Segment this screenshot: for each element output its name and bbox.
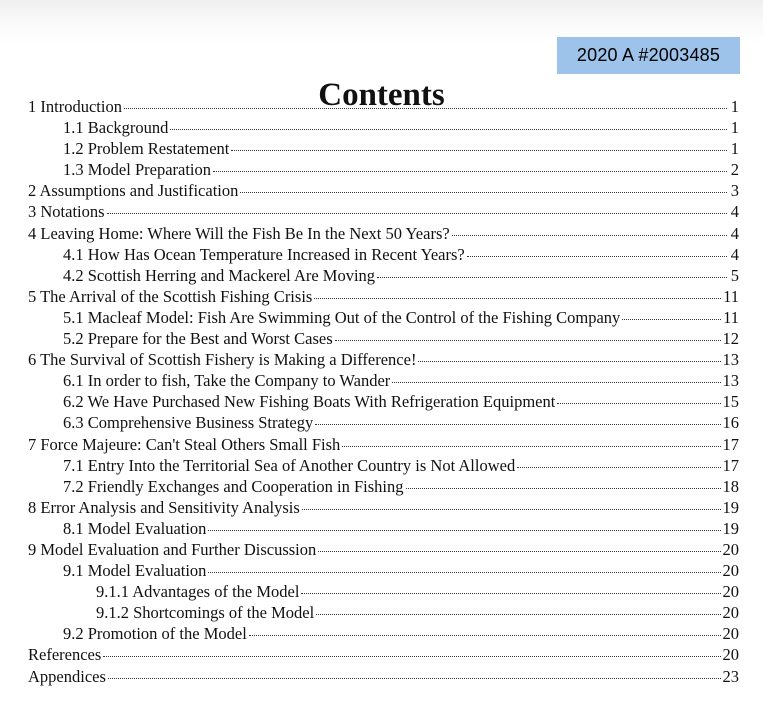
table-of-contents: [28, 96, 739, 687]
dot-leader: [557, 402, 720, 404]
toc-entry[interactable]: [28, 201, 739, 222]
toc-entry-page-number: 4: [730, 244, 739, 264]
dot-leader: [301, 592, 720, 594]
dot-leader: [107, 212, 727, 214]
page-title: Contents: [318, 77, 445, 114]
toc-entry-page-number: 20: [722, 539, 739, 559]
toc-entry-label: 2 Assumptions and Justification: [28, 181, 239, 201]
toc-entry-page-number: 12: [722, 329, 739, 349]
toc-entry[interactable]: [28, 307, 739, 328]
toc-entry-label: 5.2 Prepare for the Best and Worst Cases: [63, 329, 333, 349]
toc-entry-label: References: [28, 645, 102, 665]
dot-leader: [124, 107, 727, 109]
dot-leader: [170, 128, 727, 130]
toc-entry[interactable]: [28, 412, 739, 433]
toc-entry-label: 5.1 Macleaf Model: Fish Are Swimming Out of the Control of the Fishing Company: [63, 307, 621, 327]
toc-entry[interactable]: [28, 159, 739, 180]
toc-entry-label: 5 The Arrival of the Scottish Fishing Crisis: [28, 286, 313, 306]
toc-entry-page-number: 17: [722, 455, 739, 475]
dot-leader: [231, 149, 727, 151]
dot-leader: [213, 170, 727, 172]
toc-entry-label: 1.2 Problem Restatement: [63, 139, 230, 159]
toc-entry-label: 6.2 We Have Purchased New Fishing Boats With Refrigeration Equipment: [63, 392, 556, 412]
toc-entry-label: 7.2 Friendly Exchanges and Cooperation in Fishing: [63, 476, 404, 496]
toc-entry-page-number: 20: [722, 582, 739, 602]
toc-entry-page-number: 20: [722, 603, 739, 623]
toc-entry-page-number: 5: [730, 265, 739, 285]
toc-entry[interactable]: [28, 560, 739, 581]
toc-entry-label: 9 Model Evaluation and Further Discussion: [28, 539, 317, 559]
dot-leader: [302, 508, 721, 510]
toc-entry[interactable]: [28, 265, 739, 286]
toc-entry-label: 6 The Survival of Scottish Fishery is Making a Difference!: [28, 350, 417, 370]
toc-entry-label: 9.1.1 Advantages of the Model: [96, 582, 300, 602]
toc-entry-label: Appendices: [28, 666, 106, 686]
dot-leader: [418, 360, 720, 362]
dot-leader: [315, 423, 720, 425]
toc-entry-label: 1.3 Model Preparation: [63, 160, 212, 180]
toc-entry[interactable]: [28, 434, 739, 455]
toc-entry-label: 6.1 In order to fish, Take the Company to Wander: [63, 371, 391, 391]
toc-entry-page-number: 3: [730, 181, 739, 201]
toc-entry-page-number: 19: [722, 518, 739, 538]
dot-leader: [108, 677, 721, 679]
toc-entry[interactable]: [28, 244, 739, 265]
dot-leader: [467, 255, 727, 257]
toc-entry-label: 1 Introduction: [28, 97, 122, 116]
toc-entry-page-number: 11: [723, 286, 739, 306]
toc-entry-page-number: 17: [722, 434, 739, 454]
toc-entry[interactable]: [28, 602, 739, 623]
toc-entry[interactable]: [28, 666, 739, 687]
toc-entry[interactable]: [28, 623, 739, 644]
toc-entry-page-number: 16: [722, 413, 739, 433]
toc-entry-page-number: 4: [730, 223, 739, 243]
toc-entry-page-number: 11: [723, 307, 739, 327]
toc-entry-page-number: 1: [730, 97, 739, 116]
toc-entry-label: 6.3 Comprehensive Business Strategy: [63, 413, 314, 433]
toc-entry-page-number: 20: [722, 561, 739, 581]
dot-leader: [316, 613, 720, 615]
toc-entry-page-number: 4: [730, 202, 739, 222]
toc-entry[interactable]: [28, 96, 739, 117]
team-control-number-badge: 2020 A #2003485: [557, 37, 740, 74]
toc-entry-page-number: 13: [722, 371, 739, 391]
toc-entry-page-number: 1: [730, 118, 739, 138]
dot-leader: [240, 191, 727, 193]
dot-leader: [335, 339, 721, 341]
toc-entry-label: 9.1.2 Shortcomings of the Model: [96, 603, 315, 623]
toc-entry[interactable]: [28, 370, 739, 391]
toc-entry-label: 8.1 Model Evaluation: [63, 518, 207, 538]
toc-entry[interactable]: [28, 286, 739, 307]
toc-entry-label: 7.1 Entry Into the Territorial Sea of Another Country is Not Allowed: [63, 455, 516, 475]
dot-leader: [392, 381, 720, 383]
toc-entry[interactable]: [28, 518, 739, 539]
dot-leader: [208, 571, 720, 573]
toc-entry[interactable]: [28, 455, 739, 476]
toc-entry[interactable]: [28, 117, 739, 138]
toc-entry[interactable]: [28, 581, 739, 602]
toc-entry-page-number: 15: [722, 392, 739, 412]
toc-entry-page-number: 18: [722, 476, 739, 496]
toc-entry-label: 9.1 Model Evaluation: [63, 561, 207, 581]
toc-entry[interactable]: [28, 644, 739, 665]
toc-entry-page-number: 20: [722, 645, 739, 665]
dot-leader: [208, 529, 720, 531]
toc-entry-label: 7 Force Majeure: Can't Steal Others Small Fish: [28, 434, 341, 454]
toc-entry[interactable]: [28, 391, 739, 412]
dot-leader: [314, 297, 721, 299]
toc-entry[interactable]: [28, 180, 739, 201]
toc-entry-label: 3 Notations: [28, 202, 105, 222]
dot-leader: [622, 318, 721, 320]
dot-leader: [342, 445, 720, 447]
dot-leader: [103, 655, 720, 657]
dot-leader: [249, 634, 721, 636]
dot-leader: [517, 466, 720, 468]
dot-leader: [452, 234, 727, 236]
toc-entry-label: 4.1 How Has Ocean Temperature Increased in Recent Years?: [63, 244, 465, 264]
toc-entry-label: 4.2 Scottish Herring and Mackerel Are Moving: [63, 265, 376, 285]
toc-entry[interactable]: [28, 223, 739, 244]
dot-leader: [406, 487, 721, 489]
toc-entry-page-number: 2: [730, 160, 739, 180]
toc-entry-page-number: 23: [722, 666, 739, 686]
dot-leader: [318, 550, 720, 552]
toc-entry[interactable]: [28, 138, 739, 159]
toc-entry[interactable]: [28, 476, 739, 497]
toc-entry-label: 8 Error Analysis and Sensitivity Analysis: [28, 497, 300, 517]
toc-entry-label: 1.1 Background: [63, 118, 169, 138]
toc-entry-page-number: 13: [722, 350, 739, 370]
toc-entry-label: 9.2 Promotion of the Model: [63, 624, 247, 644]
toc-entry[interactable]: [28, 328, 739, 349]
toc-entry[interactable]: [28, 539, 739, 560]
toc-entry[interactable]: [28, 497, 739, 518]
dot-leader: [377, 276, 727, 278]
toc-entry-label: 4 Leaving Home: Where Will the Fish Be In the Next 50 Years?: [28, 223, 450, 243]
toc-entry-page-number: 19: [722, 497, 739, 517]
toc-entry-page-number: 1: [730, 139, 739, 159]
toc-entry-page-number: 20: [722, 624, 739, 644]
toc-entry[interactable]: [28, 349, 739, 370]
